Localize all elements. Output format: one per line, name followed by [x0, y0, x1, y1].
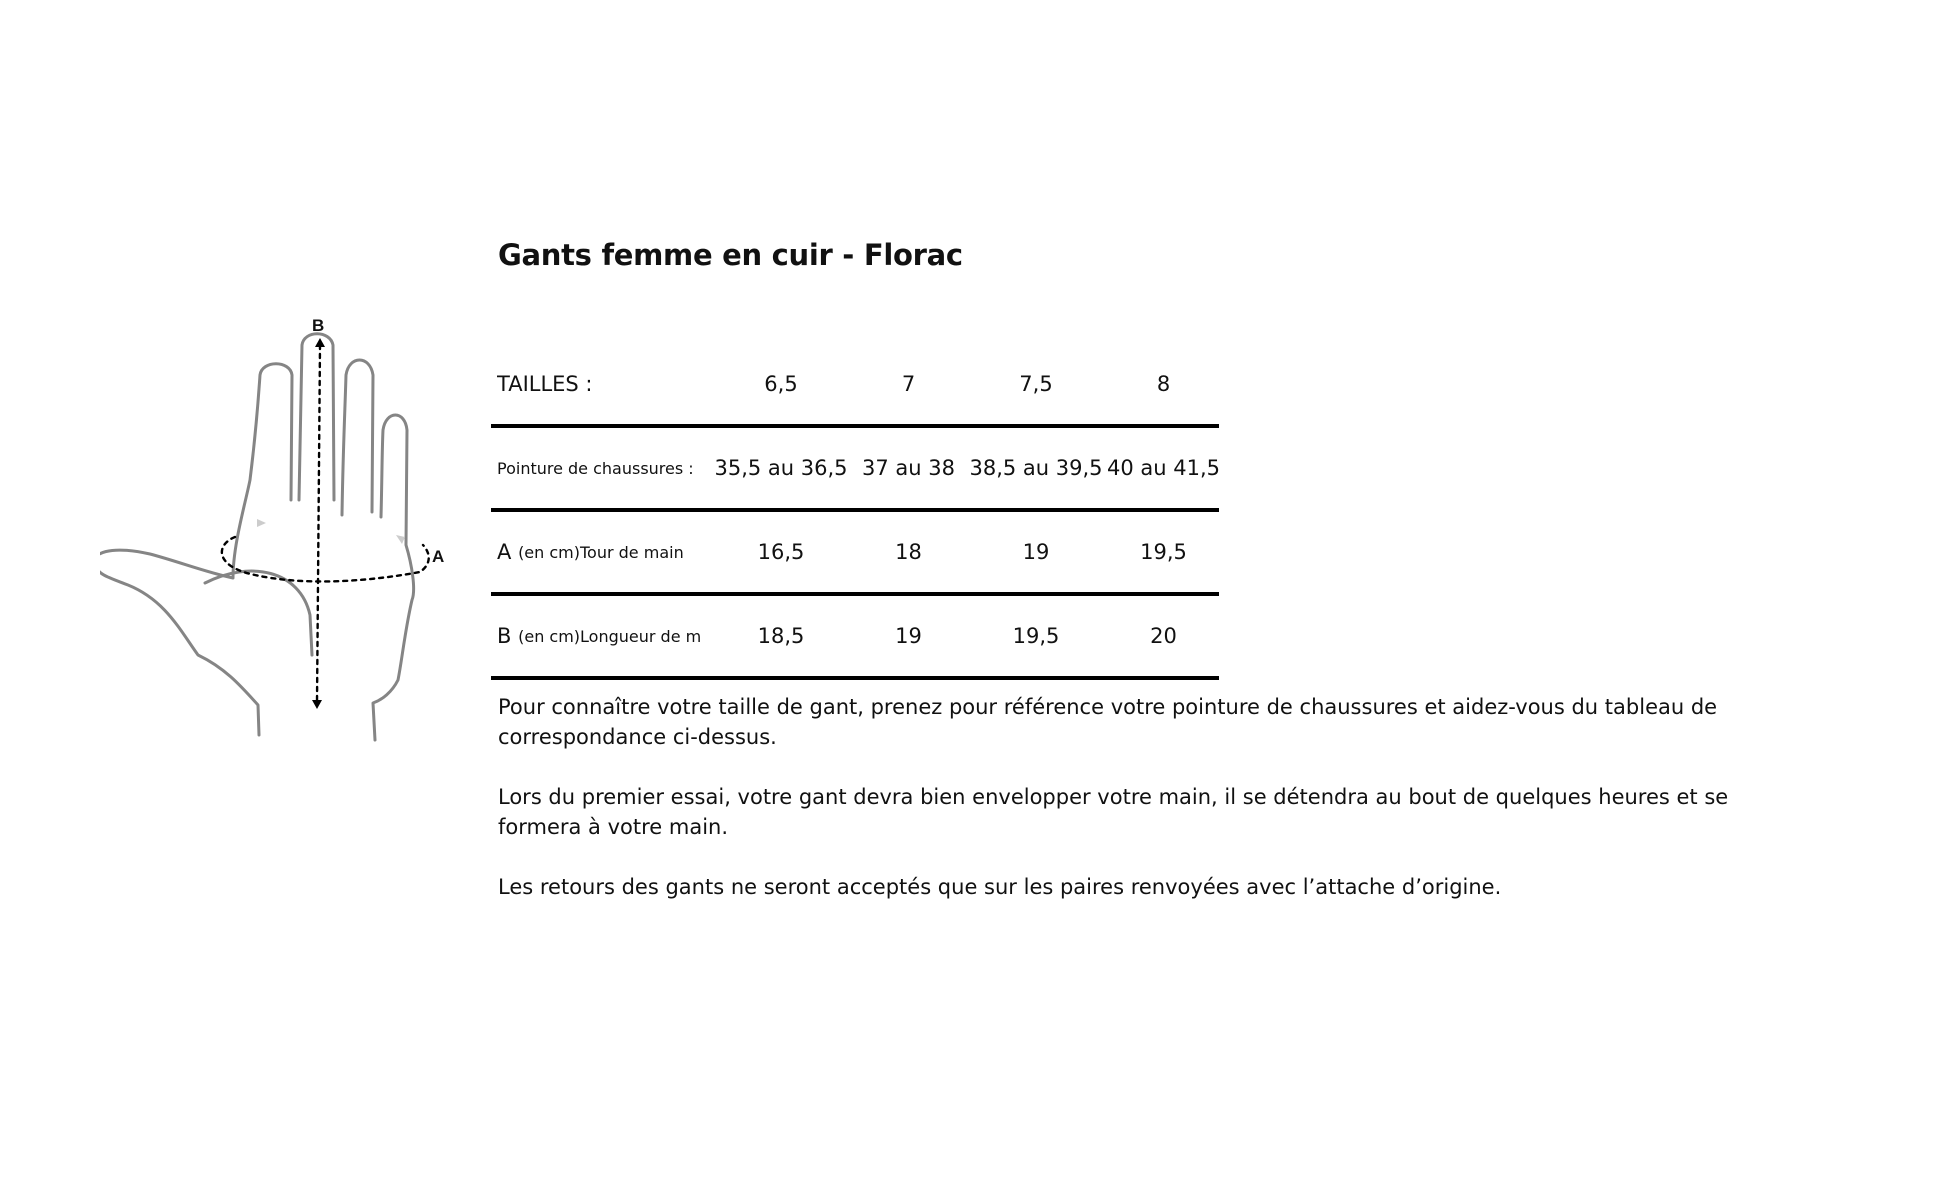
hand-circumference-value: 19,5: [1140, 540, 1187, 564]
size-table: [491, 344, 1219, 680]
label-a: A: [432, 547, 445, 566]
shoe-size-value: 38,5 au 39,5: [969, 456, 1103, 480]
table-row-hand-circumference: [491, 508, 1219, 592]
shoe-size-value: 37 au 38: [862, 456, 955, 480]
hand-outline: [100, 334, 414, 740]
measure-b-arrow-bottom: [312, 700, 322, 709]
size-value: 7,5: [1019, 372, 1053, 396]
size-value: 7: [901, 372, 916, 396]
row-unit-a: (en cm): [518, 542, 580, 562]
note-paragraph: Lors du premier essai, votre gant devra bien envelopper votre main, il se détendra au bout de quelques heures et se formera à votre main.: [498, 785, 1729, 839]
size-value: 6,5: [764, 372, 798, 396]
hand-measurement-diagram: [100, 315, 460, 745]
thumb-palm-crease: [205, 571, 312, 655]
measure-a-arrow-right: [396, 535, 405, 544]
size-guide-notes: [498, 692, 1758, 932]
row-letter-b: B: [497, 624, 512, 648]
sizes-label: TAILLES :: [497, 372, 593, 396]
measure-a-line: [222, 537, 429, 581]
row-unit-b: (en cm): [518, 626, 581, 646]
table-row-shoe-size: [491, 424, 1219, 508]
row-letter-a: A: [497, 540, 512, 564]
hand-length-value: 18,5: [757, 624, 805, 648]
hand-circumference-value: 16,5: [757, 540, 805, 564]
table-row-sizes: [491, 344, 1219, 424]
label-b: B: [312, 316, 325, 335]
note-paragraph: Les retours des gants ne seront acceptés que sur les paires renvoyées avec l’attache d’origine.: [498, 875, 1502, 899]
measure-a-arrow-left: [257, 519, 266, 527]
note-paragraph: Pour connaître votre taille de gant, prenez pour référence votre pointure de chaussures et aidez-vous du tableau de correspondance ci-dessus.: [498, 695, 1718, 749]
size-value: 8: [1156, 372, 1171, 396]
hand-length-value: 19: [895, 624, 922, 648]
hand-length-value: 19,5: [1012, 624, 1060, 648]
row-text-a: Tour de main: [580, 542, 684, 562]
page-title: Gants femme en cuir - Florac: [498, 238, 963, 272]
hand-circumference-value: 18: [895, 540, 922, 564]
hand-length-label: [497, 596, 719, 676]
row-text-b: Longueur de m: [580, 626, 702, 646]
hand-length-value: 20: [1150, 624, 1177, 648]
hand-circumference-label: [497, 512, 719, 592]
shoe-size-value: 35,5 au 36,5: [714, 456, 848, 480]
measure-b-line: [317, 345, 320, 702]
table-row-hand-length: [491, 592, 1219, 680]
measure-b-arrow-top: [315, 338, 325, 347]
shoe-size-value: 40 au 41,5: [1106, 456, 1220, 480]
hand-circumference-value: 19: [1022, 540, 1050, 564]
shoe-size-label: Pointure de chaussures :: [497, 458, 694, 478]
